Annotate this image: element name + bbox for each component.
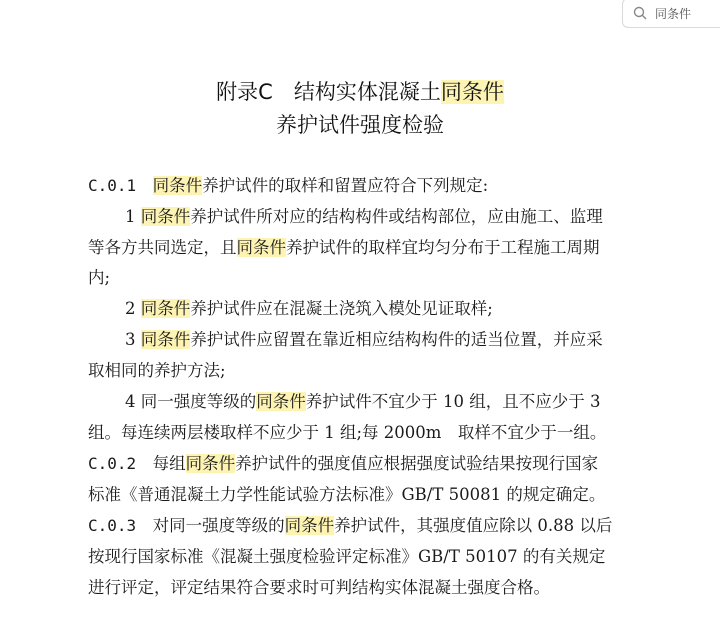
clause-number: C.0.1 — [88, 176, 137, 195]
search-highlight: 同条件 — [140, 330, 191, 349]
search-highlight: 同条件 — [256, 392, 306, 411]
clause-c03-end: 进行评定，评定结果符合要求时可判结构实体混凝土强度合格。 — [88, 578, 550, 597]
search-highlight: 同条件 — [236, 238, 286, 257]
search-highlight: 同条件 — [185, 454, 236, 473]
search-highlight: 同条件 — [284, 516, 335, 535]
clause-c02: C.0.2 每组同条件养护试件的强度值应根据强度试验结果按现行国家 — [88, 454, 599, 473]
item-4-cont: 组。每连续两层楼取样不应少于 1 组;每 2000m 取样不宜少于一组。 — [88, 423, 607, 442]
search-box[interactable] — [622, 0, 720, 28]
search-icon — [633, 6, 647, 20]
item-1: 1 同条件养护试件所对应的结构构件或结构部位，应由施工、监理 — [125, 207, 603, 226]
title-text: 附录C 结构实体混凝土 — [216, 80, 441, 104]
appendix-subtitle: 养护试件强度检验 — [276, 113, 444, 137]
clause-c03: C.0.3 对同一强度等级的同条件养护试件，其强度值应除以 0.88 以后 — [88, 516, 613, 535]
search-highlight: 同条件 — [152, 176, 203, 195]
clause-number: C.0.3 — [88, 516, 137, 535]
item-3-cont: 取相同的养护方法; — [88, 361, 226, 380]
item-2: 2 同条件养护试件应在混凝土浇筑入模处见证取样; — [125, 299, 493, 318]
appendix-title — [0, 76, 720, 106]
search-highlight: 同条件 — [140, 299, 191, 318]
item-4: 4 同一强度等级的同条件养护试件不宜少于 10 组，且不应少于 3 — [125, 392, 601, 411]
search-highlight: 同条件 — [440, 80, 504, 104]
item-1-end: 内; — [88, 268, 111, 287]
clause-c03-cont: 按现行国家标准《混凝土强度检验评定标准》GB/T 50107 的有关规定 — [88, 547, 606, 566]
item-1-cont: 等各方共同选定，且同条件养护试件的取样宜均匀分布于工程施工周期 — [88, 238, 600, 257]
item-3: 3 同条件养护试件应留置在靠近相应结构构件的适当位置，并应采 — [125, 330, 603, 349]
clause-c01: C.0.1 同条件养护试件的取样和留置应符合下列规定: — [88, 176, 489, 195]
search-highlight: 同条件 — [140, 207, 191, 226]
clause-c02-cont: 标准《普通混凝土力学性能试验方法标准》GB/T 50081 的规定确定。 — [88, 485, 606, 504]
search-input[interactable]: 同条件 — [655, 6, 692, 21]
clause-number: C.0.2 — [88, 454, 137, 473]
